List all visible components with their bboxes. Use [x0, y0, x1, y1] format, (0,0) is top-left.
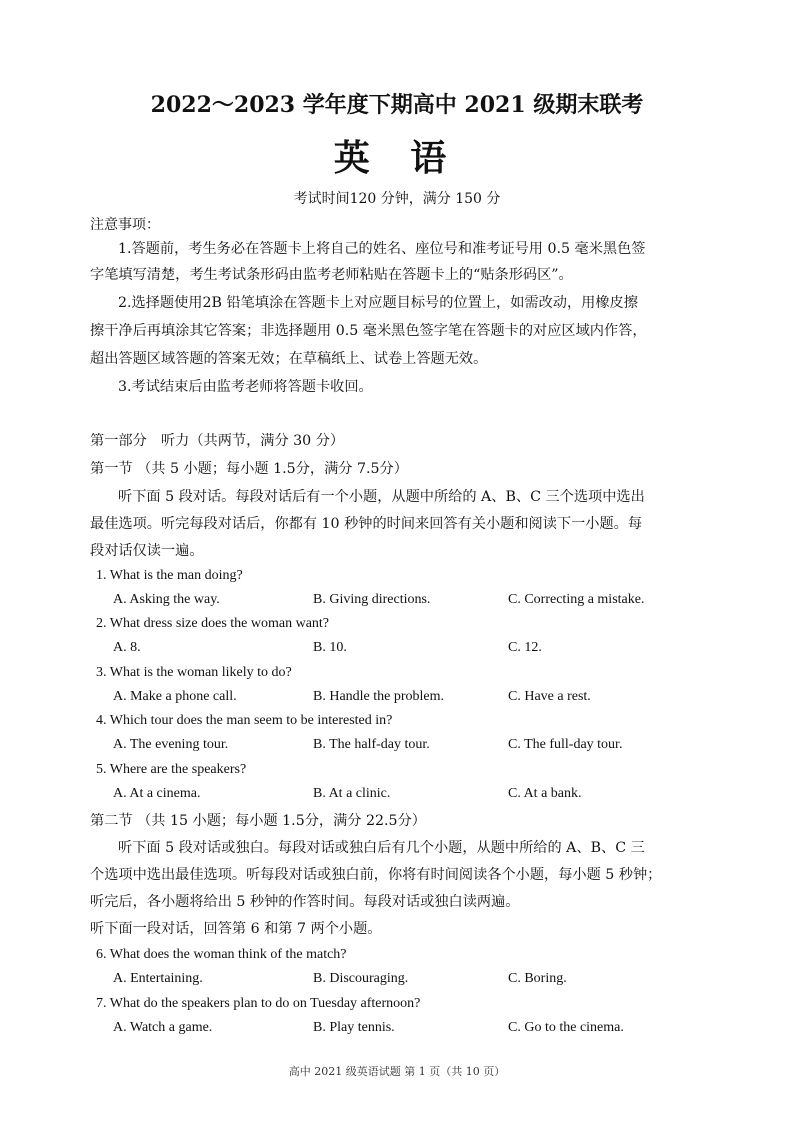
option-c: C. Have a rest. [508, 689, 591, 704]
exam-title: 2022～2023 学年度下期高中 2021 级期末联考 [150, 92, 644, 118]
option-b: B. 10. [313, 640, 347, 655]
question-1: 1. What is the man doing? [96, 568, 243, 583]
question-7: 7. What do the speakers plan to do on Tuesday afternoon? [96, 996, 421, 1011]
section2-sub-instruction: 听下面一段对话，回答第 6 和第 7 两个小题。 [90, 921, 382, 937]
option-b: B. At a clinic. [313, 786, 391, 801]
question-4: 4. Which tour does the man seem to be interested in? [96, 713, 393, 728]
subject-title: 英 语 [333, 137, 461, 179]
notice-line: 3.考试结束后由监考老师将答题卡收回。 [118, 379, 373, 395]
option-c: C. Correcting a mistake. [508, 592, 645, 607]
section1-heading: 第一节 （共 5 小题；每小题 1.5分，满分 7.5分） [90, 461, 408, 477]
option-b: B. Play tennis. [313, 1020, 395, 1035]
page-footer: 高中 2021 级英语试题 第 1 页（共 10 页） [288, 1065, 506, 1078]
section2-heading: 第二节 （共 15 小题；每小题 1.5分，满分 22.5分） [90, 813, 426, 829]
option-c: C. At a bank. [508, 786, 582, 801]
section1-instruction-line: 最佳选项。听完每段对话后，你都有 10 秒钟的时间来回答有关小题和阅读下一小题。每 [90, 516, 643, 532]
option-a: A. Entertaining. [113, 971, 203, 986]
option-b: B. Handle the problem. [313, 689, 445, 704]
notice-line: 2.选择题使用2B 铅笔填涂在答题卡上对应题目标号的位置上，如需改动，用橡皮擦 [118, 295, 638, 311]
notice-line: 1.答题前，考生务必在答题卡上将自己的姓名、座位号和准考证号用 0.5 毫米黑色签 [118, 241, 646, 257]
option-c: C. The full-day tour. [508, 737, 623, 752]
section2-instruction-line: 听下面 5 段对话或独白。每段对话或独白后有几个小题，从题中所给的 A、B、C 三 [118, 840, 645, 856]
option-a: A. At a cinema. [113, 786, 201, 801]
part1-heading: 第一部分 听力（共两节，满分 30 分） [90, 433, 345, 449]
question-2: 2. What dress size does the woman want? [96, 616, 330, 631]
exam-info: 考试时间120 分钟，满分 150 分 [293, 191, 501, 207]
option-a: A. The evening tour. [113, 737, 229, 752]
option-a: A. 8. [113, 640, 141, 655]
notice-line: 超出答题区域答题的答案无效；在草稿纸上、试卷上答题无效。 [90, 351, 488, 367]
option-a: A. Watch a game. [113, 1020, 213, 1035]
question-6: 6. What does the woman think of the match? [96, 947, 347, 962]
section1-instruction-line: 听下面 5 段对话。每段对话后有一个小题，从题中所给的 A、B、C 三个选项中选出 [118, 489, 645, 505]
notice-heading: 注意事项： [90, 217, 160, 233]
option-c: C. Go to the cinema. [508, 1020, 624, 1035]
option-a: A. Make a phone call. [113, 689, 237, 704]
option-c: C. Boring. [508, 971, 567, 986]
option-b: B. Discouraging. [313, 971, 409, 986]
question-5: 5. Where are the speakers? [96, 762, 247, 777]
notice-line: 擦干净后再填涂其它答案；非选择题用 0.5 毫米黑色签字笔在答题卡的对应区域内作答， [90, 323, 647, 339]
option-b: B. The half-day tour. [313, 737, 430, 752]
section2-instruction-line: 听完后，各小题将给出 5 秒钟的作答时间。每段对话或独白读两遍。 [90, 894, 520, 910]
section1-instruction-line: 段对话仅读一遍。 [90, 543, 204, 559]
notice-line: 字笔填写清楚，考生考试条形码由监考老师粘贴在答题卡上的“贴条形码区”。 [90, 267, 573, 283]
option-c: C. 12. [508, 640, 542, 655]
option-b: B. Giving directions. [313, 592, 431, 607]
question-3: 3. What is the woman likely to do? [96, 665, 292, 680]
section2-instruction-line: 个选项中选出最佳选项。听每段对话或独白前，你将有时间阅读各个小题，每小题 5 秒钟； [90, 867, 662, 883]
option-a: A. Asking the way. [113, 592, 220, 607]
